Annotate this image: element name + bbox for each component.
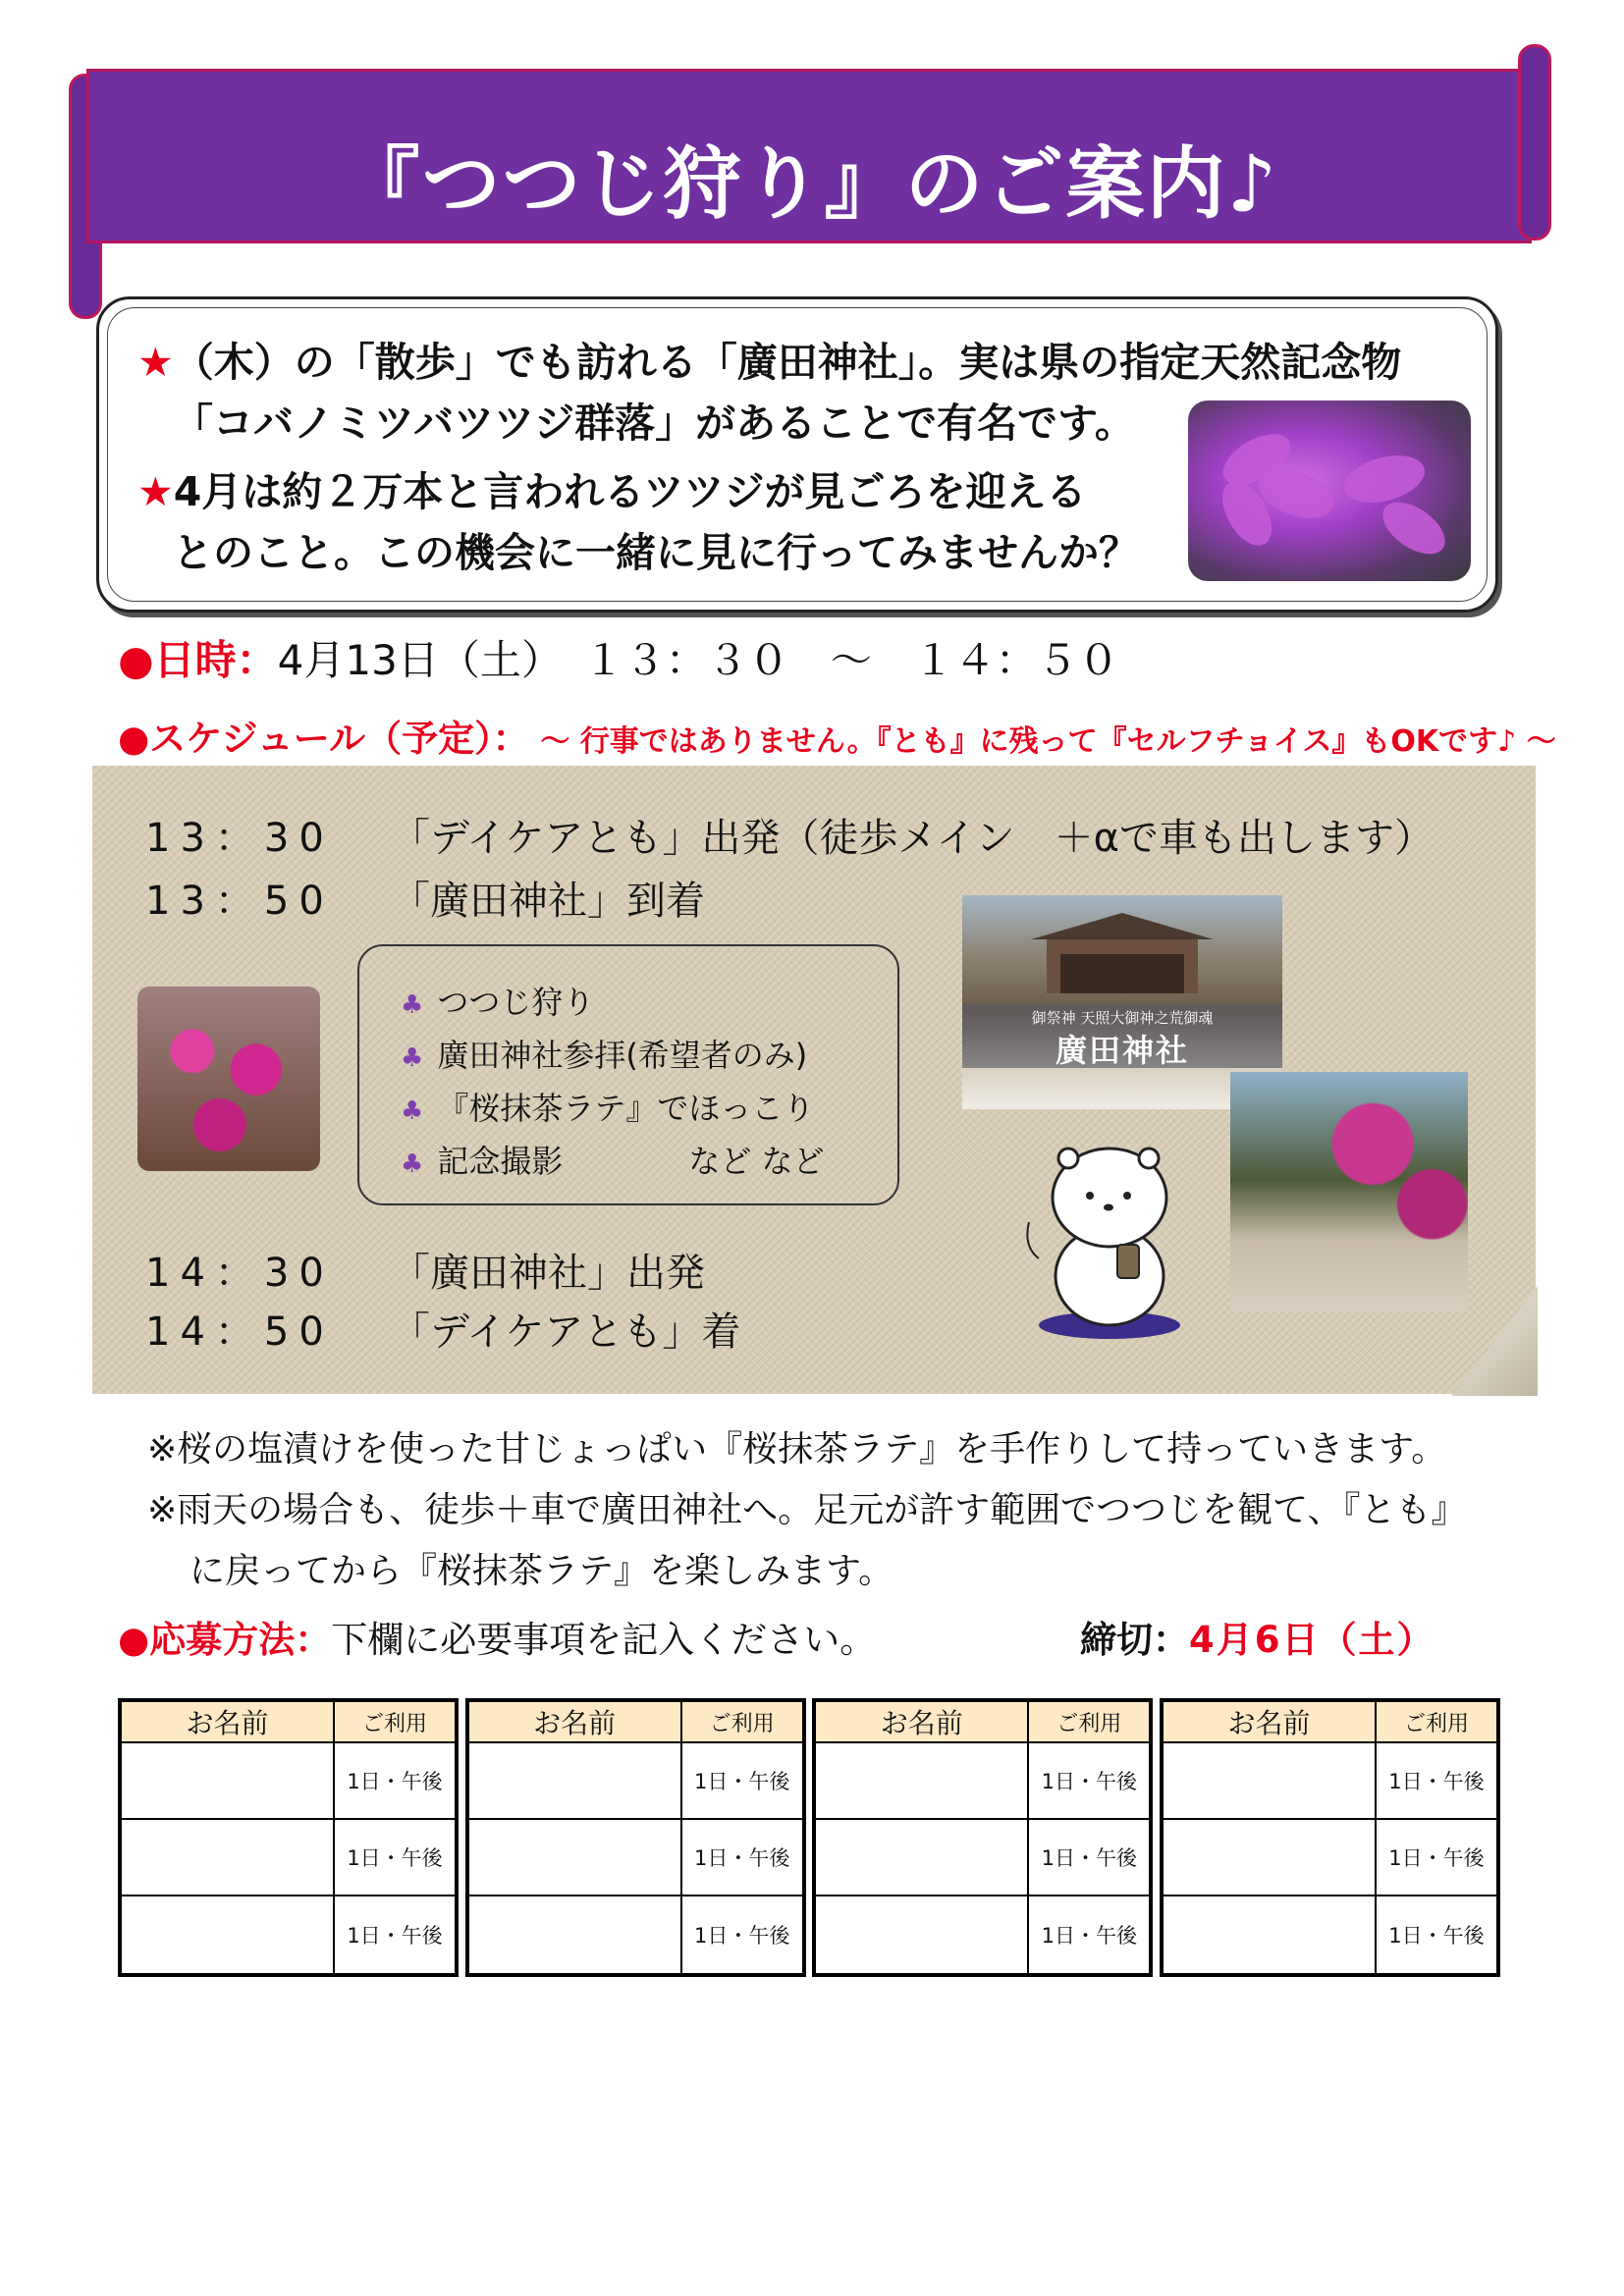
title-banner <box>69 44 1551 250</box>
note-line: に戻ってから『桜抹茶ラテ』を楽しみます。 <box>189 1551 894 1591</box>
name-header: お名前 <box>814 1700 1028 1742</box>
activities-list <box>401 976 825 1188</box>
schedule-note: ～ 行事ではありません。『とも』に残って『セルフチョイス』もOKです♪ ～ <box>540 724 1556 759</box>
deadline-label: 締切： <box>1080 1619 1189 1661</box>
name-field[interactable] <box>467 1742 681 1819</box>
azalea-closeup-photo <box>1188 400 1471 581</box>
name-header: お名前 <box>467 1700 681 1742</box>
name-field[interactable] <box>120 1896 334 1975</box>
intro-line-3: ★4月は約２万本と言われるツツジが見ごろを迎える <box>137 468 1087 515</box>
list-item: ♣ 『桜抹茶ラテ』でほっこり <box>401 1090 815 1127</box>
deadline <box>1080 1610 1435 1663</box>
name-field[interactable] <box>120 1819 334 1896</box>
page-title: 『つつじ狩り』のご案内♪ <box>341 138 1279 230</box>
bear-character-illustration <box>1019 1129 1196 1340</box>
name-field[interactable] <box>814 1819 1028 1896</box>
use-option[interactable]: 1日・午後 <box>681 1819 804 1896</box>
use-header: ご利用 <box>681 1700 804 1742</box>
use-header: ご利用 <box>334 1700 457 1742</box>
name-field[interactable] <box>467 1896 681 1975</box>
use-option[interactable]: 1日・午後 <box>1376 1819 1498 1896</box>
name-field[interactable] <box>120 1742 334 1819</box>
name-field[interactable] <box>1162 1896 1376 1975</box>
intro-line-2: 「コバノミツバツツジ群落」があることで有名です。 <box>173 400 1135 447</box>
schedule-label: ●スケジュール（予定）： <box>118 718 529 760</box>
use-option[interactable]: 1日・午後 <box>334 1819 457 1896</box>
use-option[interactable]: 1日・午後 <box>334 1742 457 1819</box>
name-field[interactable] <box>814 1742 1028 1819</box>
application-forms <box>118 1698 1500 1977</box>
apply-text: 下欄に必要事項を記入ください。 <box>331 1619 877 1661</box>
maple-leaf-icon: ♣ <box>401 990 424 1020</box>
schedule-row: 13：30 「デイケアとも」出発（徒歩メイン ＋αで車も出します） <box>145 816 1434 861</box>
schedule-row: 14：30 「廣田神社」出発 <box>145 1251 705 1296</box>
use-option[interactable]: 1日・午後 <box>1028 1819 1151 1896</box>
datetime-label: ●日時： <box>118 636 278 684</box>
star-icon: ★ <box>137 339 174 386</box>
use-option[interactable]: 1日・午後 <box>1376 1742 1498 1819</box>
use-option[interactable]: 1日・午後 <box>1376 1896 1498 1975</box>
application-table <box>1160 1698 1500 1977</box>
datetime-line <box>118 628 1119 687</box>
application-table <box>465 1698 806 1977</box>
application-table <box>118 1698 459 1977</box>
use-header: ご利用 <box>1028 1700 1151 1742</box>
list-item: ♣ つつじ狩り <box>401 984 595 1021</box>
shrine-path-photo <box>1230 1072 1468 1312</box>
intro-line-1: ★（木）の「散歩」でも訪れる「廣田神社」。実は県の指定天然記念物 <box>137 339 1402 386</box>
apply-method <box>118 1610 876 1663</box>
azalea-bush-photo <box>137 987 320 1171</box>
use-option[interactable]: 1日・午後 <box>334 1896 457 1975</box>
list-item: ♣ 廣田神社参拝(希望者のみ) <box>401 1037 808 1074</box>
apply-label: ●応募方法： <box>118 1619 332 1661</box>
star-icon: ★ <box>137 468 174 515</box>
use-option[interactable]: 1日・午後 <box>681 1742 804 1819</box>
maple-leaf-icon: ♣ <box>401 1043 424 1073</box>
use-header: ご利用 <box>1376 1700 1498 1742</box>
schedule-row: 14：50 「デイケアとも」着 <box>145 1309 741 1355</box>
list-item: ♣ 記念撮影 など など <box>401 1143 825 1180</box>
schedule-header <box>118 709 1556 762</box>
name-field[interactable] <box>467 1819 681 1896</box>
name-header: お名前 <box>1162 1700 1376 1742</box>
name-field[interactable] <box>1162 1819 1376 1896</box>
note-line: ※雨天の場合も、徒歩＋車で廣田神社へ。足元が許す範囲でつつじを観て、『とも』 <box>147 1490 1467 1530</box>
intro-line-4: とのこと。この機会に一緒に見に行ってみませんか？ <box>173 529 1139 576</box>
use-option[interactable]: 1日・午後 <box>1028 1896 1151 1975</box>
deadline-date: 4月6日（土） <box>1189 1619 1435 1661</box>
name-field[interactable] <box>814 1896 1028 1975</box>
name-header: お名前 <box>120 1700 334 1742</box>
note-line: ※桜の塩漬けを使った甘じょっぱい『桜抹茶ラテ』を手作りして持っていきます。 <box>147 1429 1447 1469</box>
datetime-value: 4月13日（土） １３：３０ ～ １４：５０ <box>277 636 1119 684</box>
use-option[interactable]: 1日・午後 <box>681 1896 804 1975</box>
name-field[interactable] <box>1162 1742 1376 1819</box>
shrine-sign: 御祭神 天照大御神之荒御魂 廣田神社 <box>962 1003 1282 1068</box>
activities-box <box>357 944 899 1205</box>
schedule-row: 13：50 「廣田神社」到着 <box>145 879 705 924</box>
application-table <box>812 1698 1153 1977</box>
maple-leaf-icon: ♣ <box>401 1096 424 1126</box>
use-option[interactable]: 1日・午後 <box>1028 1742 1151 1819</box>
maple-leaf-icon: ♣ <box>401 1149 424 1179</box>
